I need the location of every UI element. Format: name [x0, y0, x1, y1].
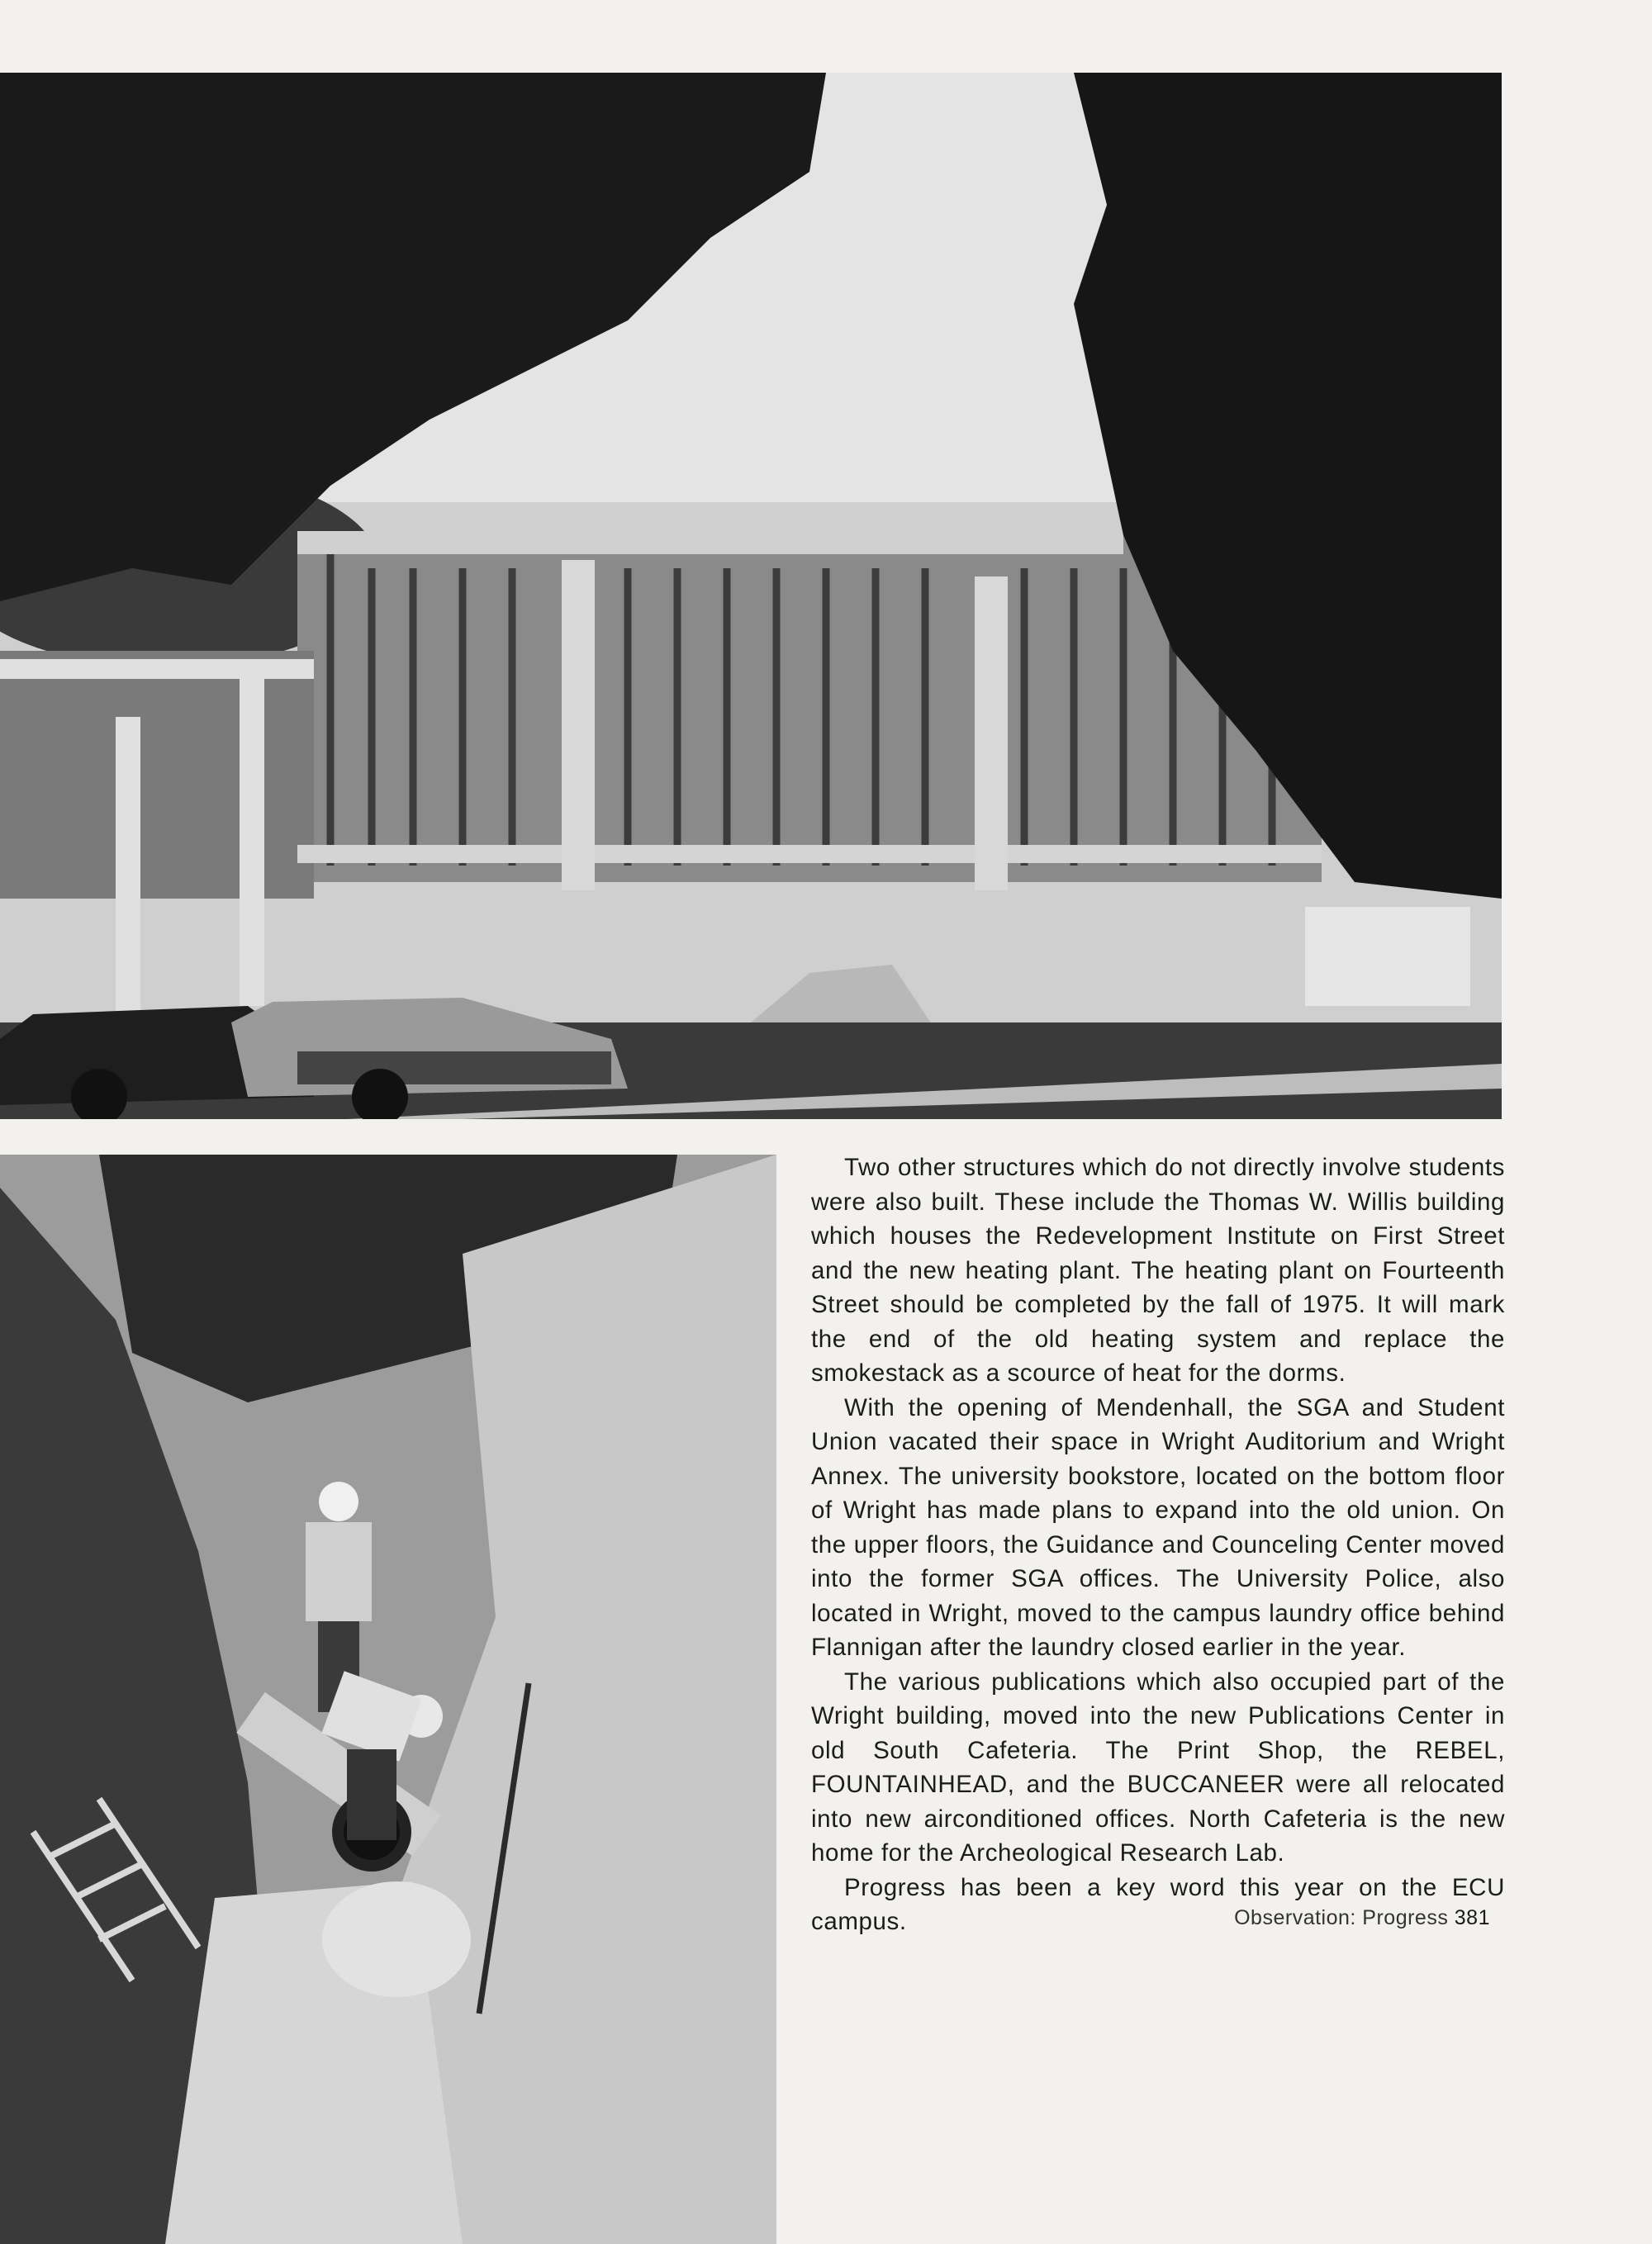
- trench-workers-photo: [0, 1155, 776, 2244]
- article-paragraph: Two other structures which do not directly involve students were also built. These include the Thomas W. Willis building which houses the Redevelopment Institute on First Street and the new heating plant. The heating plant on Fourteenth Street should be completed by the fall of 1975. It will mark the end of the old heating system and replace the smokestack as a scource of heat for the dorms.: [811, 1154, 1505, 1387]
- article-paragraph: Progress has been a key word this year on the ECU campus.: [811, 1873, 1505, 1935]
- article-paragraph: With the opening of Mendenhall, the SGA and Student Union vacated their space in Wright Auditorium and Wright Annex. The university bookstore, located on the bottom floor of Wright has made plans to expand into the old union. On the upper floors, the Guidance and Counceling Center moved into the former SGA offices. The University Police, also located in Wright, moved to the campus laundry office behind Flannigan after the laundry closed earlier in the year.: [811, 1393, 1505, 1661]
- section-title: Observation: Progress: [1234, 1906, 1449, 1929]
- page-number: 381: [1454, 1906, 1490, 1929]
- construction-building-photo: [0, 73, 1502, 1119]
- article-paragraph: The various publications which also occupied part of the Wright building, moved into the new Publications Center in old South Cafeteria. The Print Shop, the REBEL, FOUNTAINHEAD, and the BUCCANEER were all relocated into new airconditioned offices. North Cafeteria is the new home for the Archeological Research Lab.: [811, 1668, 1505, 1867]
- page-footer: [1234, 1906, 1490, 1930]
- article-body: [811, 1150, 1505, 1939]
